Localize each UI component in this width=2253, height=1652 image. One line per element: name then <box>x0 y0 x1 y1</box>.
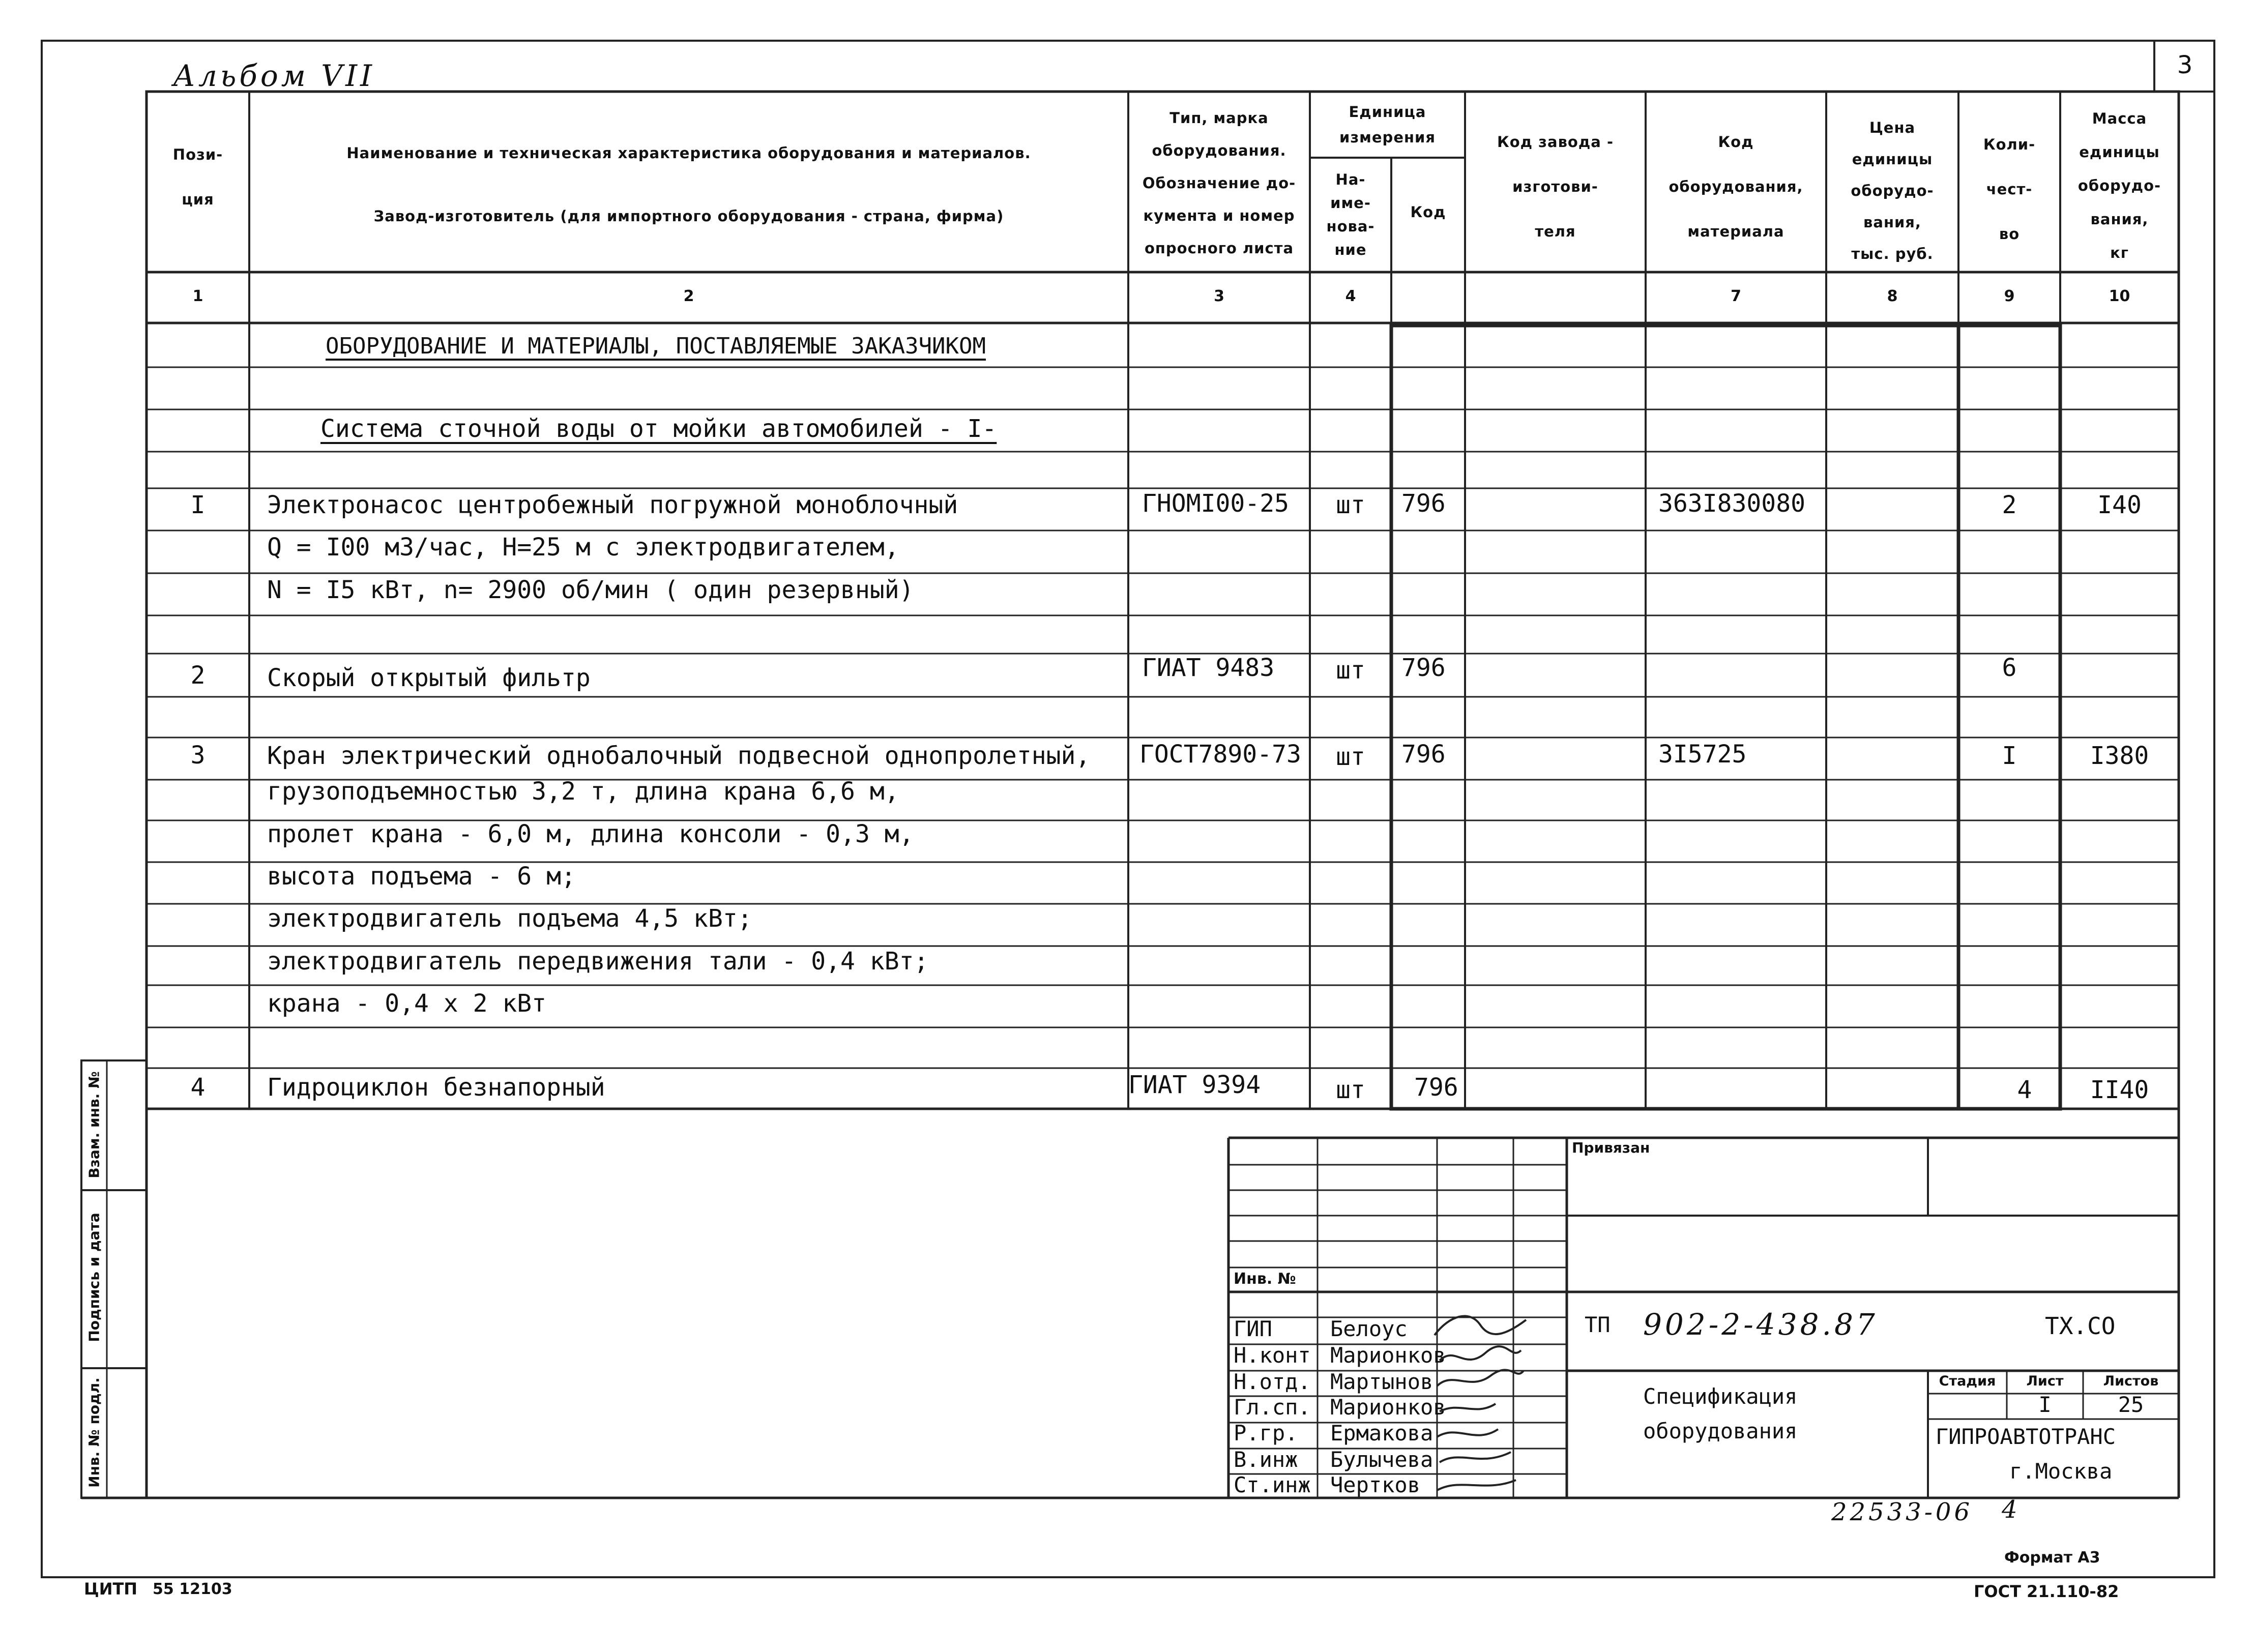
item-description-line: электродвигатель подъема 4,5 кВт; <box>267 904 752 933</box>
signer-name: Марионков <box>1330 1343 1446 1368</box>
header-name: Наименование и техническая характеристика оборудования и материалов. Завод-изготовитель (для импортного оборудования - страна, фирма) <box>346 144 1031 225</box>
header-mass: Масса единицы оборудо- вания, кг <box>2078 110 2161 261</box>
item-description-line: Скорый открытый фильтр <box>267 664 591 692</box>
header-unit-group: Единица измерения <box>1339 103 1436 146</box>
archive-number: 22533-06 <box>1831 1498 1973 1526</box>
item-mass: II40 <box>2090 1076 2149 1104</box>
item-position: 4 <box>190 1073 206 1102</box>
organization-city: г.Москва <box>2009 1459 2113 1484</box>
privyazan-label: Привязан <box>1572 1139 1650 1156</box>
signer-role: Гл.сп. <box>1234 1395 1311 1420</box>
signer-role: Н.отд. <box>1234 1369 1311 1394</box>
signer-name: Чертков <box>1330 1472 1421 1497</box>
side-stamp-original-inv: Инв. № подл. <box>85 1377 103 1488</box>
document-code: ТХ.СО <box>2045 1312 2116 1340</box>
column-number: 1 <box>192 287 203 305</box>
item-description-line: грузоподъемностью 3,2 т, длина крана 6,6 м, <box>267 777 899 806</box>
signer-name: Булычева <box>1330 1447 1433 1472</box>
item-position: 3 <box>190 741 206 770</box>
column-number: 7 <box>1731 287 1741 305</box>
sheet-number: I <box>2038 1392 2052 1417</box>
signer-role: Р.гр. <box>1234 1421 1298 1446</box>
sheet-label: Лист <box>2026 1373 2064 1389</box>
section-title: ОБОРУДОВАНИЕ И МАТЕРИАЛЫ, ПОСТАВЛЯЕМЫЕ ЗАКАЗЧИКОМ <box>326 333 986 359</box>
item-description-line: крана - 0,4 х 2 кВт <box>267 989 547 1018</box>
signer-name: Мартынов <box>1330 1369 1433 1394</box>
item-unit: шт <box>1336 656 1365 685</box>
item-position: 2 <box>190 661 206 690</box>
header-quantity: Коли- чест- во <box>1983 136 2036 243</box>
item-description-line: пролет крана - 6,0 м, длина консоли - 0,3 м, <box>267 820 914 848</box>
item-unit-code: 796 <box>1401 740 1446 769</box>
item-type: ГНОМI00-25 <box>1142 489 1289 518</box>
column-number: 3 <box>1214 287 1224 305</box>
item-description-line: Кран электрический однобалочный подвесной однопролетный, <box>267 742 1091 770</box>
printer-code: 55 12103 <box>153 1580 232 1598</box>
printer-label: ЦИТП <box>84 1579 138 1599</box>
signer-name: Ермакова <box>1330 1421 1433 1446</box>
header-factory-code: Код завода - изготови- теля <box>1497 133 1614 240</box>
side-stamp-signature-date: Подпись и дата <box>85 1213 103 1342</box>
item-quantity: I <box>2002 742 2017 770</box>
column-number: 2 <box>683 287 694 305</box>
stage-label: Стадия <box>1939 1373 1996 1389</box>
item-description-line: N = I5 кВт, n= 2900 об/мин ( один резервный) <box>267 576 914 604</box>
project-number: 902-2-438.87 <box>1643 1307 1878 1342</box>
project-prefix: ТП <box>1585 1312 1611 1337</box>
system-title: Система сточной воды от мойки автомобилей - I- <box>320 415 997 443</box>
item-unit: шт <box>1336 743 1365 771</box>
side-stamp-replacement-inv: Взам. инв. № <box>85 1071 103 1178</box>
sheets-count: 25 <box>2118 1392 2144 1417</box>
item-mass: I380 <box>2090 742 2149 770</box>
item-unit: шт <box>1336 1076 1365 1104</box>
item-quantity: 2 <box>2002 491 2017 519</box>
signer-role: Ст.инж <box>1234 1472 1311 1497</box>
item-description-line: электродвигатель передвижения тали - 0,4 кВт; <box>267 947 929 976</box>
item-description-line: Q = I00 м3/час, H=25 м с электродвигателем, <box>267 533 899 562</box>
column-number: 4 <box>1345 287 1356 305</box>
item-equipment-code: 363I830080 <box>1658 489 1805 518</box>
item-quantity: 4 <box>2017 1076 2032 1104</box>
organization-name: ГИПРОАВТОТРАНС <box>1936 1424 2116 1449</box>
signatures-image <box>1429 1305 1531 1518</box>
header-equipment-code: Код оборудования, материала <box>1669 133 1803 240</box>
item-type: ГИАТ 9394 <box>1128 1071 1261 1099</box>
item-equipment-code: 3I5725 <box>1658 740 1747 769</box>
archive-sheet: 4 <box>2002 1495 2021 1524</box>
header-price: Цена единицы оборудо- вания, тыс. руб. <box>1851 119 1934 262</box>
signer-name: Марионков <box>1330 1395 1446 1420</box>
item-unit-code: 796 <box>1414 1073 1458 1102</box>
item-unit: шт <box>1336 491 1365 519</box>
page-number: 3 <box>2177 51 2193 79</box>
signer-role: В.инж <box>1234 1447 1298 1472</box>
item-description-line: Гидроциклон безнапорный <box>267 1073 605 1102</box>
signer-role: ГИП <box>1234 1316 1272 1341</box>
item-position: I <box>190 491 206 519</box>
album-label: Альбом VII <box>173 58 375 93</box>
format-label: Формат А3 <box>2004 1549 2100 1567</box>
item-type: ГИАТ 9483 <box>1142 654 1275 682</box>
header-unit-code: Код <box>1410 203 1446 221</box>
sheets-label: Листов <box>2103 1373 2159 1389</box>
item-unit-code: 796 <box>1401 489 1446 518</box>
gost-label: ГОСТ 21.110-82 <box>1974 1582 2119 1601</box>
item-description-line: высота подъема - 6 м; <box>267 862 576 891</box>
header-type: Тип, марка оборудования. Обозначение до- кумента и номер опросного листа <box>1142 109 1296 257</box>
inventory-label: Инв. № <box>1234 1270 1296 1288</box>
document-title: Спецификация оборудования <box>1643 1384 1798 1443</box>
column-number: 10 <box>2109 287 2130 305</box>
item-quantity: 6 <box>2002 654 2017 682</box>
item-description-line: Электронасос центробежный погружной моноблочный <box>267 491 958 519</box>
item-type: ГОСТ7890-73 <box>1139 740 1301 769</box>
header-unit-name: На- име- нова- ние <box>1326 171 1375 258</box>
signer-name: Белоус <box>1330 1316 1408 1341</box>
column-number: 9 <box>2004 287 2015 305</box>
header-position: Пози- ция <box>172 146 223 208</box>
item-unit-code: 796 <box>1401 654 1446 682</box>
signer-role: Н.конт <box>1234 1343 1311 1368</box>
column-number: 8 <box>1887 287 1898 305</box>
item-mass: I40 <box>2097 491 2142 519</box>
